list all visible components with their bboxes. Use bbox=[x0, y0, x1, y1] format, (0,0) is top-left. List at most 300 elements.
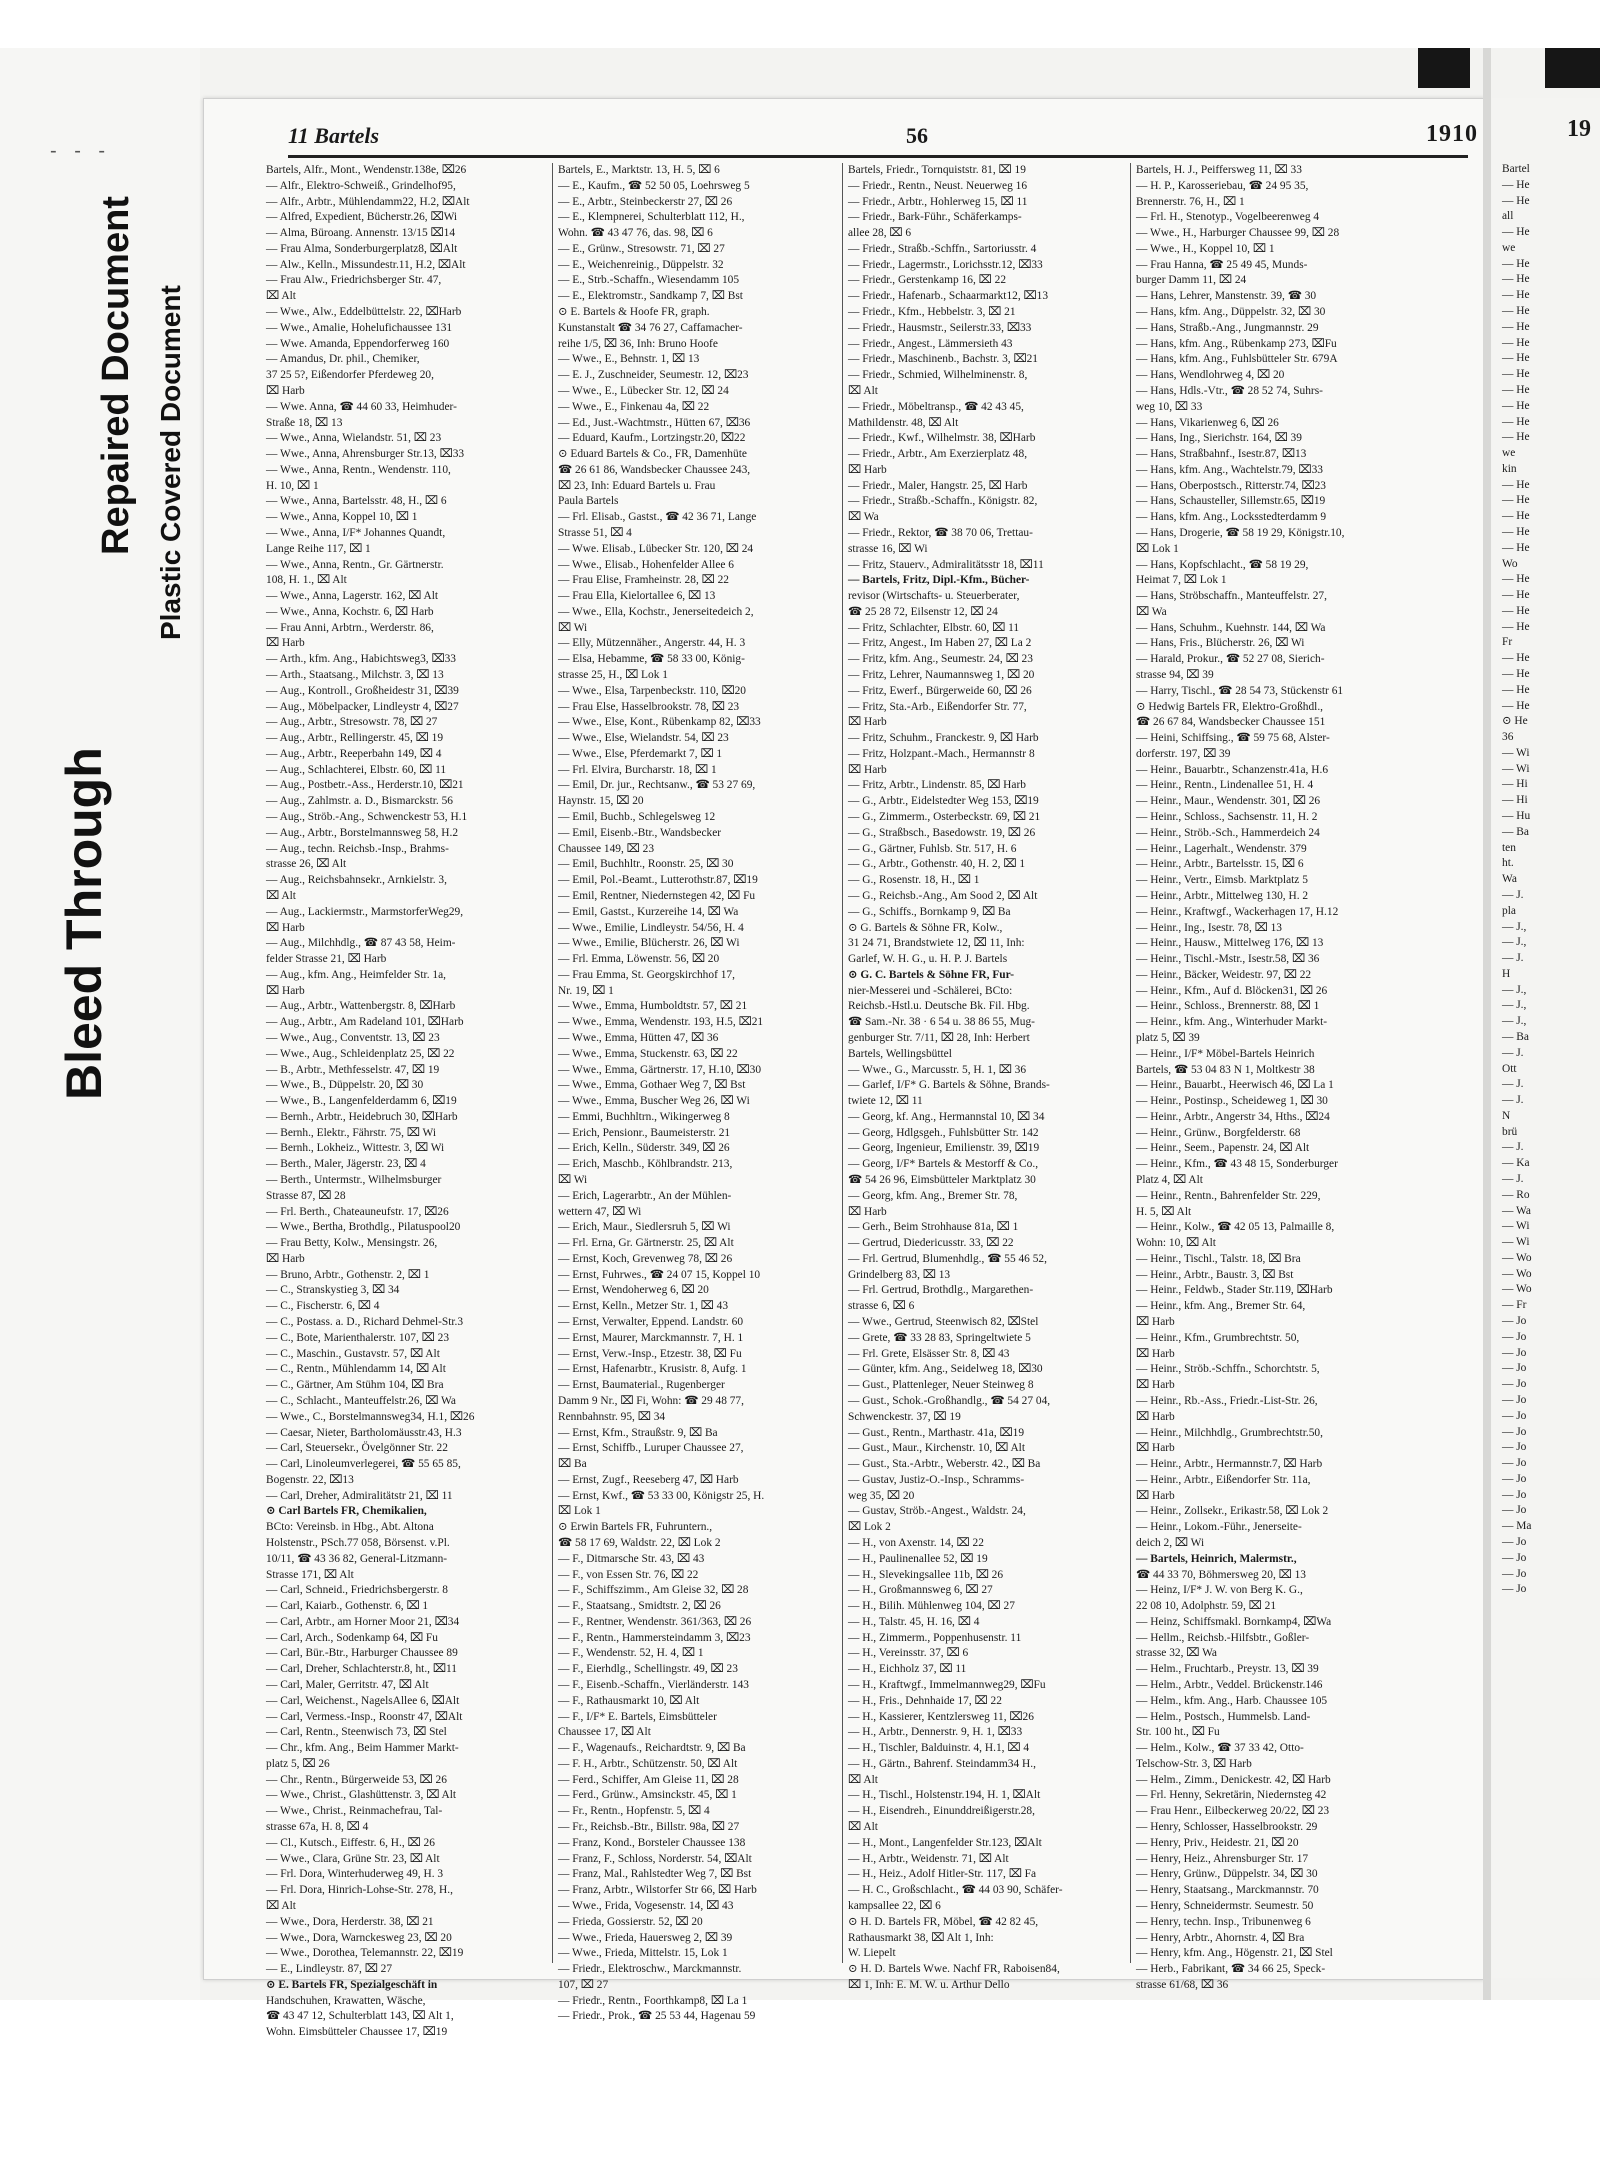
directory-entry: — Wwe., Else, Pferdemarkt 7, ⌧ 1 bbox=[558, 747, 723, 760]
directory-entry: — Aug., Milchhdlg., ☎ 87 43 58, Heim- bbox=[266, 937, 456, 950]
directory-entry: — Berth., Untermstr., Wilhelmsburger bbox=[266, 1174, 442, 1186]
directory-entry: — Hellm., Reichsb.-Hilfsbtr., Goßler- bbox=[1136, 1631, 1310, 1644]
directory-entry: — H., Eichholz 37, ⌧ 11 bbox=[848, 1663, 967, 1676]
directory-column-3 bbox=[848, 163, 1130, 1991]
directory-entry: — Wwe., Christ., Reinmachefrau, Tal- bbox=[266, 1805, 443, 1818]
directory-entry: — Heinr., Tischl., Talstr. 18, ⌧ Bra bbox=[1136, 1252, 1301, 1265]
next-page-line: — He bbox=[1502, 510, 1530, 523]
directory-entry: — Wwe., Clara, Grüne Str. 23, ⌧ Alt bbox=[266, 1852, 440, 1865]
directory-entry: ⊙ G. Bartels & Söhne FR, Kolw., bbox=[848, 921, 1003, 934]
directory-entry: — Wwe., Emma, Buscher Weg 26, ⌧ Wi bbox=[558, 1095, 750, 1108]
directory-entry: — G., Rosenstr. 18, H., ⌧ 1 bbox=[848, 874, 980, 887]
directory-entry: platz 5, ⌧ 39 bbox=[1136, 1031, 1200, 1044]
directory-entry: H. 10, ⌧ 1 bbox=[266, 479, 319, 492]
directory-entry: — Frau Ella, Kielortallee 6, ⌧ 13 bbox=[558, 590, 716, 603]
directory-entry: kampsallee 22, ⌧ 6 bbox=[848, 1899, 941, 1912]
directory-entry: — Frau Else, Hasselbrookstr. 78, ⌧ 23 bbox=[558, 700, 740, 713]
directory-entry: — Friedr., Maler, Hangstr. 25, ⌧ Harb bbox=[848, 479, 1028, 492]
directory-entry: twiete 12, ⌧ 11 bbox=[848, 1095, 923, 1108]
directory-entry: ⌧ Wa bbox=[848, 511, 879, 524]
directory-entry: ⌧ Harb bbox=[1136, 1410, 1175, 1423]
directory-entry: — Hans, Schausteller, Sillemstr.65, ⌧19 bbox=[1136, 495, 1326, 508]
directory-entry: — Wwe., Emma, Hütten 47, ⌧ 36 bbox=[558, 1031, 719, 1044]
directory-entry: — G., Reichsb.-Ang., Am Sood 2, ⌧ Alt bbox=[848, 889, 1038, 902]
directory-entry: ⌧ Alt bbox=[266, 889, 296, 902]
directory-entry: — F., Rathausmarkt 10, ⌧ Alt bbox=[558, 1694, 700, 1707]
directory-entry: — Elly, Mützennäher., Angerstr. 44, H. 3 bbox=[558, 637, 746, 650]
directory-entry: reihe 1/5, ⌧ 36, Inh: Bruno Hoofe bbox=[558, 337, 718, 350]
next-page-line: — Jo bbox=[1502, 1393, 1527, 1406]
directory-entry: — Wwe. Amanda, Eppendorferweg 160 bbox=[266, 337, 450, 350]
scan-top-margin bbox=[0, 0, 1600, 48]
directory-entry: — Ernst, Wendoherweg 6, ⌧ 20 bbox=[558, 1284, 709, 1297]
next-page-line: — He bbox=[1502, 352, 1530, 365]
header-rule bbox=[288, 155, 1468, 158]
next-page-line: — Ka bbox=[1502, 1157, 1530, 1170]
directory-entry: — Wwe., Gertrud, Steenwisch 82, ⌧Stel bbox=[848, 1316, 1039, 1329]
directory-entry: — Wwe., Ella, Kochstr., Jenerseitedeich 2, bbox=[558, 605, 754, 618]
directory-entry: — Hans, Drogerie, ☎ 58 19 29, Königstr.10, bbox=[1136, 526, 1345, 539]
directory-entry: — H., Arbtr., Dennerstr. 9, H. 1, ⌧33 bbox=[848, 1726, 1023, 1739]
directory-entry: 107, ⌧ 27 bbox=[558, 1978, 609, 1991]
directory-entry: — Helm., kfm. Ang., Harb. Chaussee 105 bbox=[1136, 1694, 1328, 1707]
label-plastic-covered: Plastic Covered Document bbox=[155, 285, 186, 640]
next-page-line: — He bbox=[1502, 652, 1530, 665]
next-page-line: — Jo bbox=[1502, 1330, 1527, 1343]
next-page-fragment bbox=[1492, 98, 1600, 1978]
directory-entry: — Carl, Dreher, Admiralitätstr 21, ⌧ 11 bbox=[266, 1489, 453, 1502]
directory-entry: — Wwe., E., Lübecker Str. 12, ⌧ 24 bbox=[558, 384, 729, 397]
directory-entry: — Bartels, Fritz, Dipl.-Kfm., Bücher- bbox=[848, 574, 1030, 587]
directory-entry: — Carl, Bür.-Btr., Harburger Chaussee 89 bbox=[266, 1647, 458, 1660]
directory-entry: weg 10, ⌧ 33 bbox=[1136, 400, 1203, 413]
directory-entry: — Carl, Schneid., Friedrichsbergerstr. 8 bbox=[266, 1584, 449, 1597]
directory-entry: — Arth., Staatsang., Milchstr. 3, ⌧ 13 bbox=[266, 669, 444, 681]
directory-entry: ⌧ Harb bbox=[1136, 1379, 1175, 1392]
directory-entry: — Ernst, Verw.-Insp., Etzestr. 38, ⌧ Fu bbox=[558, 1347, 742, 1360]
directory-entry: — Hans, kfm. Ang., Locksstedterdamm 9 bbox=[1136, 511, 1327, 524]
directory-entry: — Heinr., Schloss., Sachsenstr. 11, H. 2 bbox=[1136, 811, 1318, 824]
next-page-line: — Hi bbox=[1502, 778, 1528, 791]
directory-entry: — Ernst, Kelln., Metzer Str. 1, ⌧ 43 bbox=[558, 1300, 729, 1313]
directory-entry: weg 35, ⌧ 20 bbox=[848, 1489, 915, 1502]
directory-entry: — Alfr., Arbtr., Mühlendamm22, H.2, ⌧Alt bbox=[266, 195, 470, 208]
directory-entry: ⌧ Lok 1 bbox=[558, 1505, 601, 1518]
directory-entry: — Frl. Grete, Elsässer Str. 8, ⌧ 43 bbox=[848, 1347, 1010, 1360]
directory-entry: — Hans, Ströbschaffn., Manteuffelstr. 27, bbox=[1136, 590, 1327, 603]
directory-entry: — Wwe., Anna, Rentn., Gr. Gärtnerstr. bbox=[266, 558, 444, 571]
directory-entry: — Wwe., Bertha, Brothdlg., Pilatuspool20 bbox=[266, 1221, 461, 1234]
directory-entry: — Franz, Arbtr., Wilstorfer Str 66, ⌧ Harb bbox=[558, 1884, 757, 1897]
next-page-line: 36 bbox=[1502, 731, 1514, 744]
directory-entry: — Friedr., Rektor, ☎ 38 70 06, Trettau- bbox=[848, 526, 1033, 539]
directory-page bbox=[203, 98, 1485, 2039]
directory-entry: ☎ 26 67 84, Wandsbecker Chaussee 151 bbox=[1136, 716, 1326, 729]
directory-entry: — Friedr., Schmied, Wilhelminenstr. 8, bbox=[848, 369, 1028, 382]
directory-entry: — F., Rentner, Wendenstr. 361/363, ⌧ 26 bbox=[558, 1615, 752, 1628]
directory-entry: felder Strasse 21, ⌧ Harb bbox=[266, 953, 387, 966]
directory-entry: — Elsa, Hebamme, ☎ 58 33 00, König- bbox=[558, 653, 745, 666]
next-page-line: brü bbox=[1502, 1125, 1518, 1138]
directory-entry: ⌧ 1, Inh: E. M. W. u. Arthur Dello bbox=[848, 1978, 1010, 1991]
next-page-line: — He bbox=[1502, 226, 1530, 239]
directory-entry: — Wwe., G., Marcusstr. 5, H. 1, ⌧ 36 bbox=[848, 1063, 1027, 1076]
directory-entry: ☎ 54 26 96, Eimsbütteler Marktplatz 30 bbox=[848, 1174, 1036, 1186]
directory-entry: — Heinr., Postinsp., Scheideweg 1, ⌧ 30 bbox=[1136, 1095, 1328, 1108]
directory-entry: — Heinr., Bauarbt., Heerwisch 46, ⌧ La 1 bbox=[1136, 1079, 1334, 1092]
directory-entry: ⊙ Eduard Bartels & Co., FR, Damenhüte bbox=[558, 448, 747, 461]
next-page-line: — Jo bbox=[1502, 1583, 1527, 1596]
directory-entry: — Ferd., Schiffer, Am Gleise 11, ⌧ 28 bbox=[558, 1773, 739, 1786]
column-divider bbox=[1130, 163, 1131, 1963]
directory-entry: — Erich, Pensionr., Baumeisterstr. 21 bbox=[558, 1126, 731, 1139]
directory-entry: — C., Bote, Marienthalerstr. 107, ⌧ 23 bbox=[266, 1331, 450, 1344]
directory-entry: — E., Arbtr., Steinbeckerstr 27, ⌧ 26 bbox=[558, 195, 733, 208]
directory-entry: — Wwe., Elsa, Tarpenbeckstr. 110, ⌧20 bbox=[558, 684, 746, 697]
directory-entry: — H., Tischler, Balduinstr. 4, H.1, ⌧ 4 bbox=[848, 1742, 1030, 1755]
directory-entry: — Heinr., Kfm., Auf d. Blöcken31, ⌧ 26 bbox=[1136, 984, 1328, 997]
directory-entry: — Heinr., Grünw., Borgfelderstr. 68 bbox=[1136, 1126, 1301, 1139]
directory-entry: — F., von Essen Str. 76, ⌧ 22 bbox=[558, 1568, 699, 1581]
directory-entry: — Heini, Schiffsing., ☎ 59 75 68, Alster- bbox=[1136, 732, 1330, 745]
directory-entry: platz 5, ⌧ 26 bbox=[266, 1757, 330, 1770]
directory-entry: — Heinr., Rentn., Lindenallee 51, H. 4 bbox=[1136, 779, 1314, 792]
directory-entry: — F., Ditmarsche Str. 43, ⌧ 43 bbox=[558, 1552, 705, 1565]
directory-entry: — Aug., Postbetr.-Ass., Herderstr.10, ⌧21 bbox=[266, 779, 464, 792]
directory-entry: — Aug., Arbtr., Wattenbergstr. 8, ⌧Harb bbox=[266, 1000, 456, 1013]
directory-entry: 31 24 71, Brandstwiete 12, ⌧ 11, Inh: bbox=[848, 937, 1025, 950]
directory-entry: — Aug., Kontroll., Großheidestr 31, ⌧39 bbox=[266, 684, 459, 697]
directory-entry: — Helm., Kolw., ☎ 37 33 42, Otto- bbox=[1136, 1742, 1304, 1755]
directory-entry: — Wwe., Anna, Lagerstr. 162, ⌧ Alt bbox=[266, 590, 439, 603]
next-page-line: — He bbox=[1502, 604, 1530, 617]
directory-column-2 bbox=[558, 163, 840, 2023]
directory-entry: — Wwe., Emilie, Blücherstr. 26, ⌧ Wi bbox=[558, 937, 740, 950]
directory-entry: — Emmi, Buchhltrn., Wikingerweg 8 bbox=[558, 1110, 730, 1123]
directory-entry: — H., Kassierer, Kentzlersweg 11, ⌧26 bbox=[848, 1710, 1034, 1723]
directory-entry: — F., Eisenb.-Schaffn., Vierländerstr. 143 bbox=[558, 1679, 749, 1691]
next-page-line: Wa bbox=[1502, 873, 1517, 886]
next-page-line: — Jo bbox=[1502, 1472, 1527, 1485]
directory-entry: ⌧ Lok 2 bbox=[848, 1521, 891, 1534]
next-page-line: we bbox=[1502, 447, 1516, 460]
directory-entry: burger Damm 11, ⌧ 24 bbox=[1136, 274, 1247, 287]
directory-entry: — Ferd., Grünw., Amsinckstr. 45, ⌧ 1 bbox=[558, 1789, 737, 1802]
directory-entry: — Gust., Plattenleger, Neuer Steinweg 8 bbox=[848, 1379, 1034, 1392]
next-page-line: — J. bbox=[1502, 1141, 1524, 1154]
directory-entry: — Ernst, Zugf., Reeseberg 47, ⌧ Harb bbox=[558, 1473, 739, 1486]
directory-entry: — Heinr., Bäcker, Weidestr. 97, ⌧ 22 bbox=[1136, 968, 1312, 981]
directory-entry: — Henry, Priv., Heidestr. 21, ⌧ 20 bbox=[1136, 1836, 1299, 1849]
directory-entry: — Frau Emma, St. Georgskirchhof 17, bbox=[558, 968, 735, 981]
directory-entry: — Henry, Schlosser, Hasselbrookstr. 29 bbox=[1136, 1821, 1318, 1834]
label-repaired-document: Repaired Document bbox=[95, 196, 137, 555]
directory-entry: ⊙ H. D. Bartels FR, Möbel, ☎ 42 82 45, bbox=[848, 1915, 1039, 1928]
directory-entry: — F., Eierhdlg., Schellingstr. 49, ⌧ 23 bbox=[558, 1663, 738, 1676]
directory-entry: ⌧ Wa bbox=[1136, 605, 1167, 618]
directory-entry: — Frieda, Gossierstr. 52, ⌧ 20 bbox=[558, 1915, 703, 1928]
directory-entry: — Heinz, I/F* J. W. von Berg K. G., bbox=[1136, 1584, 1303, 1597]
directory-entry: — F., Staatsang., Smidtstr. 2, ⌧ 26 bbox=[558, 1600, 721, 1613]
directory-entry: — Hans, Ing., Sierichstr. 164, ⌧ 39 bbox=[1136, 432, 1302, 445]
directory-entry: ⌧ Alt bbox=[848, 384, 878, 397]
directory-entry: ⌧ Harb bbox=[266, 384, 305, 397]
next-page-line: — J. bbox=[1502, 888, 1524, 901]
directory-entry: — Frl. Henny, Sekretärin, Niedernsteg 42 bbox=[1136, 1789, 1327, 1802]
directory-entry: — Erich, Kelln., Süderstr. 349, ⌧ 26 bbox=[558, 1142, 730, 1155]
directory-entry: — Hans, kfm. Ang., Fuhlsbütteler Str. 679A bbox=[1136, 353, 1338, 366]
directory-entry: — Wwe., Anna, Bartelsstr. 48, H., ⌧ 6 bbox=[266, 495, 447, 508]
directory-entry: — Henry, Grünw., Düppelstr. 34, ⌧ 30 bbox=[1136, 1868, 1318, 1881]
directory-entry: ⊙ G. C. Bartels & Söhne FR, Fur- bbox=[848, 968, 1015, 981]
directory-entry: — Franz, F., Schloss, Norderstr. 54, ⌧Alt bbox=[558, 1852, 752, 1865]
directory-entry: — Friedr., Hausmstr., Seilerstr.33, ⌧33 bbox=[848, 321, 1032, 334]
directory-entry: ⌧ Harb bbox=[1136, 1489, 1175, 1502]
directory-entry: — Helm., Arbtr., Veddel. Brückenstr.146 bbox=[1136, 1679, 1323, 1691]
directory-entry: ⊙ Erwin Bartels FR, Fuhruntern., bbox=[558, 1521, 713, 1534]
directory-entry: — Wwe., Frida, Vogesenstr. 14, ⌧ 43 bbox=[558, 1899, 734, 1912]
directory-entry: — Hans, Wendlohrweg 4, ⌧ 20 bbox=[1136, 369, 1285, 382]
directory-entry: — H., von Axenstr. 14, ⌧ 22 bbox=[848, 1536, 984, 1549]
scan-bottom-margin bbox=[0, 2000, 1600, 2177]
directory-entry: Rennbahnstr. 95, ⌧ 34 bbox=[558, 1410, 666, 1423]
next-page-line: — Wi bbox=[1502, 746, 1530, 759]
next-page-line: — J., bbox=[1502, 999, 1527, 1012]
directory-entry: strasse 25, H., ⌧ Lok 1 bbox=[558, 669, 668, 681]
directory-entry: — C., Maschin., Gustavstr. 57, ⌧ Alt bbox=[266, 1347, 440, 1360]
header-section: 11 Bartels bbox=[288, 123, 380, 148]
directory-entry: — Erich, Maschb., Köhlbrandstr. 213, bbox=[558, 1158, 733, 1171]
directory-entry: — Emil, Buchhltr., Roonstr. 25, ⌧ 30 bbox=[558, 858, 734, 871]
directory-entry: Damm 9 Nr., ⌧ Fi, Wohn: ☎ 29 48 77, bbox=[558, 1394, 744, 1407]
directory-entry: strasse 32, ⌧ Wa bbox=[1136, 1647, 1217, 1660]
next-page-line: — Jo bbox=[1502, 1567, 1527, 1580]
directory-entry: — Wwe., Anna, Rentn., Wendenstr. 110, bbox=[266, 463, 451, 476]
directory-entry: — Henry, Staatsang., Marckmannstr. 70 bbox=[1136, 1884, 1319, 1897]
directory-entry: — Chr., Rentn., Bürgerweide 53, ⌧ 26 bbox=[266, 1773, 447, 1786]
directory-entry: — Wwe., H., Koppel 10, ⌧ 1 bbox=[1136, 242, 1275, 255]
directory-entry: — Wwe., Frieda, Hauersweg 2, ⌧ 39 bbox=[558, 1931, 733, 1944]
next-page-line: — J., bbox=[1502, 1015, 1527, 1028]
next-page-line: — He bbox=[1502, 415, 1530, 428]
next-page-line: — He bbox=[1502, 257, 1530, 270]
directory-entry: ☎ 58 17 69, Waldstr. 22, ⌧ Lok 2 bbox=[558, 1536, 721, 1549]
next-page-line: — J. bbox=[1502, 1078, 1524, 1091]
directory-entry: ⌧ Alt bbox=[266, 1899, 296, 1912]
directory-entry: — Heinr., Tischl.-Mstr., Isestr.58, ⌧ 36 bbox=[1136, 953, 1320, 966]
directory-entry: — Wwe., B., Düppelstr. 20, ⌧ 30 bbox=[266, 1079, 424, 1092]
directory-entry: — Aug., Möbelpacker, Lindleystr 4, ⌧27 bbox=[266, 700, 459, 713]
directory-entry: Wohn. ☎ 43 47 76, das. 98, ⌧ 6 bbox=[558, 227, 713, 240]
next-page-line: — He bbox=[1502, 194, 1530, 207]
directory-entry: — Aug., kfm. Ang., Heimfelder Str. 1a, bbox=[266, 968, 447, 981]
directory-entry: — Friedr., Kwf., Wilhelmstr. 38, ⌧Harb bbox=[848, 432, 1036, 445]
directory-entry: — Hans, kfm. Ang., Rübenkamp 273, ⌧Fu bbox=[1136, 337, 1337, 350]
directory-entry: 10/11, ☎ 43 36 82, General-Litzmann- bbox=[266, 1552, 448, 1565]
next-page-line: — He bbox=[1502, 525, 1530, 538]
directory-entry: — Georg, Hdlgsgeh., Fuhlsbütter Str. 142 bbox=[848, 1126, 1039, 1139]
directory-entry: — G., Zimmerm., Osterbeckstr. 69, ⌧ 21 bbox=[848, 811, 1041, 824]
next-page-line: — He bbox=[1502, 336, 1530, 349]
directory-entry: ⌧ Harb bbox=[848, 1205, 887, 1218]
directory-entry: — Erich, Maur., Siedlersruh 5, ⌧ Wi bbox=[558, 1221, 731, 1234]
directory-entry: — Gertrud, Diedericusstr. 33, ⌧ 22 bbox=[848, 1237, 1014, 1250]
directory-entry: — B., Arbtr., Methfesselstr. 47, ⌧ 19 bbox=[266, 1063, 440, 1076]
directory-entry: Rathausmarkt 38, ⌧ Alt 1, Inh: bbox=[848, 1931, 994, 1944]
directory-entry: — Emil, Eisenb.-Btr., Wandsbecker bbox=[558, 826, 722, 839]
directory-entry: — Aug., Arbtr., Reeperbahn 149, ⌧ 4 bbox=[266, 747, 442, 760]
directory-entry: — Frau Betty, Kolw., Mensingstr. 26, bbox=[266, 1237, 438, 1250]
page-gutter bbox=[1483, 48, 1491, 2000]
directory-entry: 108, H. 1., ⌧ Alt bbox=[266, 574, 347, 587]
directory-entry: — Georg, Ingenieur, Emilienstr. 39, ⌧19 bbox=[848, 1142, 1040, 1155]
next-page-line: — Jo bbox=[1502, 1378, 1527, 1391]
directory-entry: — Frl. Gertrud, Blumenhdlg., ☎ 55 46 52, bbox=[848, 1252, 1047, 1265]
directory-entry: — Bruno, Arbtr., Gothenstr. 2, ⌧ 1 bbox=[266, 1268, 430, 1281]
directory-entry: — Wwe., Aug., Conventstr. 13, ⌧ 23 bbox=[266, 1031, 440, 1044]
column-divider bbox=[552, 163, 553, 1963]
directory-entry: — Heinr., Arbtr., Baustr. 3, ⌧ Bst bbox=[1136, 1268, 1294, 1281]
directory-entry: — H., Gärtn., Bahrenf. Steindamm34 H., bbox=[848, 1757, 1036, 1770]
directory-entry: — F., Rentn., Hammersteindamm 3, ⌧23 bbox=[558, 1631, 751, 1644]
directory-entry: — Carl, Kaiarb., Gothenstr. 6, ⌧ 1 bbox=[266, 1600, 429, 1613]
directory-entry: — Heinr., Zollsekr., Erikastr.58, ⌧ Lok 2 bbox=[1136, 1505, 1329, 1518]
directory-entry: — Friedr., Hafenarb., Schaarmarkt12, ⌧13 bbox=[848, 290, 1049, 303]
next-page-line: N bbox=[1502, 1109, 1511, 1122]
directory-entry: Chaussee 17, ⌧ Alt bbox=[558, 1726, 651, 1739]
directory-entry: — Wwe., E., Behnstr. 1, ⌧ 13 bbox=[558, 353, 700, 366]
next-page-line: — He bbox=[1502, 431, 1530, 444]
next-page-line: — He bbox=[1502, 573, 1530, 586]
directory-entry: — Wwe., Emma, Gothaer Weg 7, ⌧ Bst bbox=[558, 1079, 746, 1092]
directory-entry: ⌧ Alt bbox=[266, 290, 296, 303]
directory-entry: ⌧ Alt bbox=[848, 1773, 878, 1786]
directory-entry: — Heinr., Milchhdlg., Grumbrechtstr.50, bbox=[1136, 1426, 1323, 1439]
directory-entry: ⌧ Harb bbox=[848, 463, 887, 476]
directory-entry: — Gustav, Justiz-O.-Insp., Schramms- bbox=[848, 1473, 1025, 1486]
directory-entry: — F., Schiffszimm., Am Gleise 32, ⌧ 28 bbox=[558, 1584, 749, 1597]
next-page-line: H bbox=[1502, 967, 1511, 980]
next-page-line: — Jo bbox=[1502, 1504, 1527, 1517]
directory-entry: — E., Weichenreinig., Düppelstr. 32 bbox=[558, 258, 724, 271]
directory-entry: — Wwe., Anna, I/F* Johannes Quandt, bbox=[266, 526, 446, 539]
directory-entry: strasse 61/68, ⌧ 36 bbox=[1136, 1978, 1229, 1991]
directory-entry: — Helm., Postsch., Hummelsb. Land- bbox=[1136, 1710, 1311, 1723]
directory-entry: — C., Rentn., Mühlendamm 14, ⌧ Alt bbox=[266, 1363, 446, 1376]
next-page-line: — Wi bbox=[1502, 1220, 1530, 1233]
directory-entry: H. 5, ⌧ Alt bbox=[1136, 1205, 1192, 1218]
directory-entry: — Wwe., B., Langenfelderdamm 6, ⌧19 bbox=[266, 1095, 457, 1108]
directory-entry: — F., I/F* E. Bartels, Eimsbütteler bbox=[558, 1710, 717, 1723]
directory-entry: Reichsb.-Hstl.u. Deutsche Bk. Fil. Hbg. bbox=[848, 1000, 1030, 1013]
directory-entry: Chaussee 149, ⌧ 23 bbox=[558, 842, 655, 855]
directory-entry: — Chr., kfm. Ang., Beim Hammer Markt- bbox=[266, 1742, 459, 1755]
next-page-line: — He bbox=[1502, 699, 1530, 712]
directory-entry: genburger Str. 7/11, ⌧ 28, Inh: Herbert bbox=[848, 1031, 1030, 1044]
directory-entry: — H., Heiz., Adolf Hitler-Str. 117, ⌧ Fa bbox=[848, 1868, 1037, 1881]
directory-entry: — Frl. Berth., Chateauneufstr. 17, ⌧26 bbox=[266, 1205, 449, 1218]
directory-entry: — Wwe., Anna, Ahrensburger Str.13, ⌧33 bbox=[266, 448, 465, 461]
directory-entry: — Eduard, Kaufm., Lortzingstr.20, ⌧22 bbox=[558, 432, 746, 445]
directory-entry: — H., Arbtr., Weidenstr. 71, ⌧ Alt bbox=[848, 1852, 1009, 1865]
directory-entry: Kunstanstalt ☎ 34 76 27, Caffamacher- bbox=[558, 321, 743, 334]
directory-entry: — F., Wendenstr. 52, H. 4, ⌧ 1 bbox=[558, 1647, 704, 1660]
directory-entry: — H., Vereinsstr. 37, ⌧ 6 bbox=[848, 1647, 969, 1660]
directory-entry: — Hans, Vikarienweg 6, ⌧ 26 bbox=[1136, 416, 1279, 429]
directory-entry: — Heinr., Bauarbtr., Schanzenstr.41a, H.6 bbox=[1136, 763, 1329, 776]
directory-entry: — Hans, Lehrer, Manstenstr. 39, ☎ 30 bbox=[1136, 290, 1317, 303]
next-page-line: — J., bbox=[1502, 920, 1527, 933]
next-page-line: — J. bbox=[1502, 1173, 1524, 1185]
directory-entry: — Friedr., Straßb.-Schaffn., Königstr. 82, bbox=[848, 495, 1038, 508]
directory-entry: — Grete, ☎ 33 28 83, Springeltwiete 5 bbox=[848, 1331, 1031, 1344]
directory-entry: ⊙ E. Bartels FR, Spezialgeschäft in bbox=[266, 1978, 438, 1991]
next-page-line: — He bbox=[1502, 273, 1530, 286]
directory-entry: — Gustav, Ströb.-Angest., Waldstr. 24, bbox=[848, 1505, 1026, 1518]
directory-entry: — Harry, Tischl., ☎ 28 54 73, Stückenstr 61 bbox=[1136, 684, 1344, 697]
directory-entry: — Emil, Gastst., Kurzereihe 14, ⌧ Wa bbox=[558, 905, 739, 918]
directory-entry: — Wwe., Alw., Eddelbüttelstr. 22, ⌧Harb bbox=[266, 306, 462, 319]
next-page-line: — Ba bbox=[1502, 825, 1529, 838]
directory-entry: ⌧ Alt bbox=[848, 1821, 878, 1834]
directory-column-4 bbox=[1136, 163, 1418, 1991]
directory-entry: — H., Fris., Dehnhaide 17, ⌧ 22 bbox=[848, 1694, 1002, 1707]
directory-entry: — Friedr., Elektroschw., Marckmannstr. bbox=[558, 1963, 742, 1976]
directory-entry: — Georg, kfm. Ang., Bremer Str. 78, bbox=[848, 1189, 1018, 1202]
directory-entry: Garlef, W. H. G., u. H. P. J. Bartels bbox=[848, 953, 1008, 966]
directory-entry: — Aug., Ströb.-Ang., Schwenckestr 53, H.1 bbox=[266, 811, 468, 824]
directory-entry: nier-Messerei und -Schälerei, BCto: bbox=[848, 984, 1013, 997]
directory-entry: — Cl., Kutsch., Eiffestr. 6, H., ⌧ 26 bbox=[266, 1836, 435, 1849]
directory-entry: — Emil, Rentner, Niedernstegen 42, ⌧ Fu bbox=[558, 889, 756, 902]
directory-entry: — Emil, Dr. jur., Rechtsanw., ☎ 53 27 69, bbox=[558, 779, 756, 792]
directory-entry: — Frl. Elisab., Gastst., ☎ 42 36 71, Lange bbox=[558, 511, 757, 524]
directory-entry: — Wwe., Else, Kont., Rübenkamp 82, ⌧33 bbox=[558, 716, 761, 729]
directory-entry: Bartels, E., Marktstr. 13, H. 5, ⌧ 6 bbox=[558, 164, 720, 176]
directory-entry: Strasse 51, ⌧ 4 bbox=[558, 526, 632, 539]
directory-entry: — Fr., Reichsb.-Btr., Billstr. 98a, ⌧ 27 bbox=[558, 1821, 740, 1834]
directory-entry: — Fr., Rentn., Hopfenstr. 5, ⌧ 4 bbox=[558, 1805, 710, 1818]
directory-entry: — Alma, Büroang. Annenstr. 13/15 ⌧14 bbox=[266, 227, 456, 240]
directory-entry: — Alfr., Elektro-Schweiß., Grindelhof95, bbox=[266, 179, 456, 192]
directory-entry: — Helm., Zimm., Denickestr. 42, ⌧ Harb bbox=[1136, 1773, 1331, 1786]
directory-entry: — Hans, Straßbahnf., Isestr.87, ⌧13 bbox=[1136, 448, 1307, 461]
next-page-line: — Jo bbox=[1502, 1457, 1527, 1470]
directory-entry: — Fritz, Arbtr., Lindenstr. 85, ⌧ Harb bbox=[848, 779, 1026, 792]
directory-entry: — Franz, Mal., Rahlstedter Weg 7, ⌧ Bst bbox=[558, 1868, 752, 1881]
directory-entry: — Carl, Vermess.-Insp., Roonstr 47, ⌧Alt bbox=[266, 1710, 463, 1723]
next-page-line: — Fr bbox=[1502, 1299, 1527, 1312]
next-page-line: — He bbox=[1502, 383, 1530, 396]
directory-entry: — H., Mont., Langenfelder Str.123, ⌧Alt bbox=[848, 1836, 1042, 1849]
directory-entry: — Fritz, kfm. Ang., Seumestr. 24, ⌧ 23 bbox=[848, 653, 1033, 666]
directory-entry: strasse 16, ⌧ Wi bbox=[848, 542, 928, 555]
directory-entry: — Henry, Schneidermstr. Seumestr. 50 bbox=[1136, 1899, 1314, 1912]
directory-entry: — Wwe., Emma, Wendenstr. 193, H.5, ⌧21 bbox=[558, 1016, 764, 1029]
next-page-line: — Wo bbox=[1502, 1267, 1532, 1280]
scan-edge-dark-bar-right bbox=[1545, 48, 1600, 88]
directory-entry: — C., Stranskystieg 3, ⌧ 34 bbox=[266, 1284, 400, 1297]
directory-entry: — Hans, Hdls.-Vtr., ☎ 28 52 74, Suhrs- bbox=[1136, 384, 1323, 397]
directory-entry: — Aug., Zahlmstr. a. D., Bismarckstr. 56 bbox=[266, 795, 453, 808]
directory-entry: — Heinr., Rb.-Ass., Friedr.-List-Str. 26, bbox=[1136, 1394, 1318, 1407]
next-page-line: — Jo bbox=[1502, 1441, 1527, 1454]
directory-entry: — C., Gärtner, Am Stühm 104, ⌧ Bra bbox=[266, 1379, 444, 1392]
directory-entry: Haynstr. 15, ⌧ 20 bbox=[558, 795, 644, 808]
directory-entry: — Frau Hanna, ☎ 25 49 45, Munds- bbox=[1136, 258, 1308, 271]
directory-entry: Paula Bartels bbox=[558, 495, 619, 508]
directory-entry: — H., Talstr. 45, H. 16, ⌧ 4 bbox=[848, 1615, 980, 1628]
